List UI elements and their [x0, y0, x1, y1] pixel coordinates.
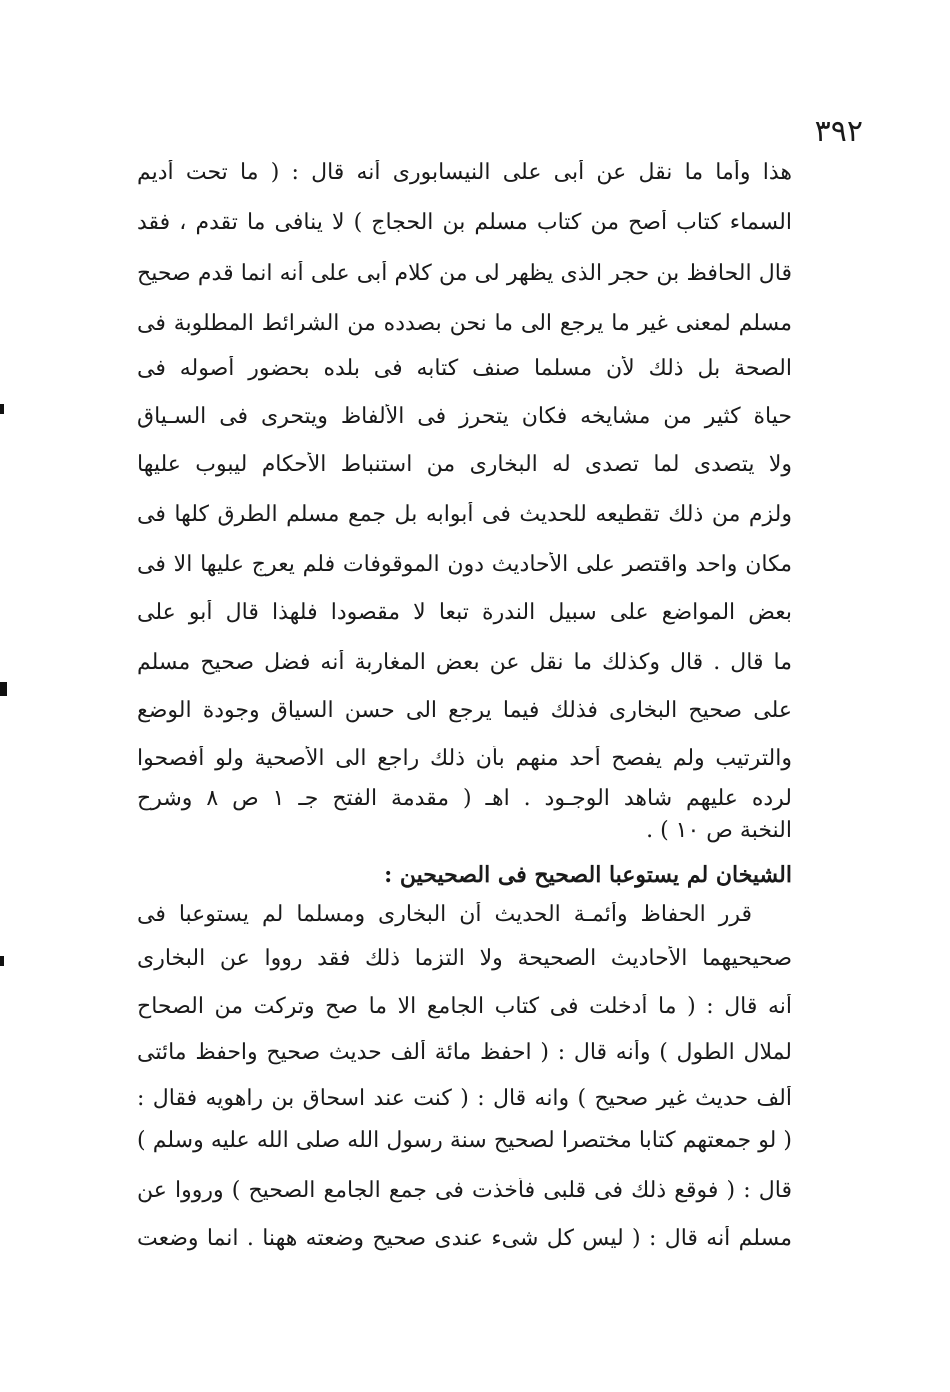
- text-line: ولا يتصدى لما تصدى له البخارى من استنباط الأحكام ليبوب عليها: [137, 452, 792, 477]
- text-line: ( لو جمعتهم كتابا مختصرا لصحيح سنة رسول الله صلى الله عليه وسلم ): [137, 1128, 792, 1153]
- section-heading: الشيخان لم يستوعبا الصحيح فى الصحيحين :: [384, 862, 792, 888]
- text-line: حياة كثير من مشايخه فكان يتحرز فى الألفاظ ويتحرى فى السـياق: [137, 404, 792, 429]
- text-line: مسلم أنه قال : ( ليس كل شىء عندى صحيح وضعته ههنا . انما وضعت: [137, 1226, 792, 1251]
- text-line: النخبة ص ١٠ ) .: [646, 818, 792, 843]
- text-line: ما قال . قال وكذلك ما نقل عن بعض المغاربة أنه فضل صحيح مسلم: [137, 650, 792, 675]
- text-line: الصحة بل ذلك لأن مسلما صنف كتابه فى بلده بحضور أصوله فى: [137, 356, 792, 381]
- text-line: بعض المواضع على سبيل الندرة تبعا لا مقصودا فلهذا قال أبو على: [137, 600, 792, 625]
- text-line: والترتيب ولم يفصح أحد منهم بأن ذلك راجع الى الأصحية ولو أفصحوا: [137, 746, 792, 771]
- text-line: قرر الحفاظ وأئمـة الحديث أن البخارى ومسلما لم يستوعبا فى: [137, 902, 752, 927]
- text-line: صحيحيهما الأحاديث الصحيحة ولا التزما ذلك فقد رووا عن البخارى: [137, 946, 792, 971]
- margin-mark: [0, 682, 7, 696]
- text-line: لملال الطول ) وأنه قال : ( احفظ مائة ألف حديث صحيح واحفظ مائتى: [137, 1040, 792, 1065]
- page-number: ٣٩٢: [814, 114, 863, 149]
- text-line: ولزم من ذلك تقطيعه للحديث فى أبوابه بل جمع مسلم الطرق كلها فى: [137, 502, 792, 527]
- margin-mark: [0, 404, 4, 414]
- text-line: لرده عليهم شاهد الوجـود . اهـ ( مقدمة الفتح جـ ١ ص ٨ وشرح: [137, 786, 792, 811]
- text-line: السماء كتاب أصح من كتاب مسلم بن الحجاج ) لا ينافى ما تقدم ، فقد: [137, 210, 792, 235]
- margin-mark: [0, 956, 4, 966]
- text-line: ألف حديث غير صحيح ) وانه قال : ( كنت عند اسحاق بن راهويه فقال :: [137, 1086, 792, 1111]
- text-line: على صحيح البخارى فذلك فيما يرجع الى حسن السياق وجودة الوضع: [137, 698, 792, 723]
- text-line: مسلم لمعنى غير ما يرجع الى ما نحن بصدده من الشرائط المطلوبة فى: [137, 311, 792, 336]
- text-line: قال : ( فوقع ذلك فى قلبى فأخذت فى جمع الجامع الصحيح ) ورووا عن: [137, 1178, 792, 1203]
- text-line: هذا وأما ما نقل عن أبى على النيسابورى أنه قال : ( ما تحت أديم: [137, 160, 792, 185]
- text-line: مكان واحد واقتصر على الأحاديث دون الموقوفات فلم يعرج عليها الا فى: [137, 552, 792, 577]
- text-line: قال الحافظ بن حجر الذى يظهر لى من كلام أبى على أنه انما قدم صحيح: [137, 261, 792, 286]
- text-line: أنه قال : ( ما أدخلت فى كتاب الجامع الا ما صح وتركت من الصحاح: [137, 994, 792, 1019]
